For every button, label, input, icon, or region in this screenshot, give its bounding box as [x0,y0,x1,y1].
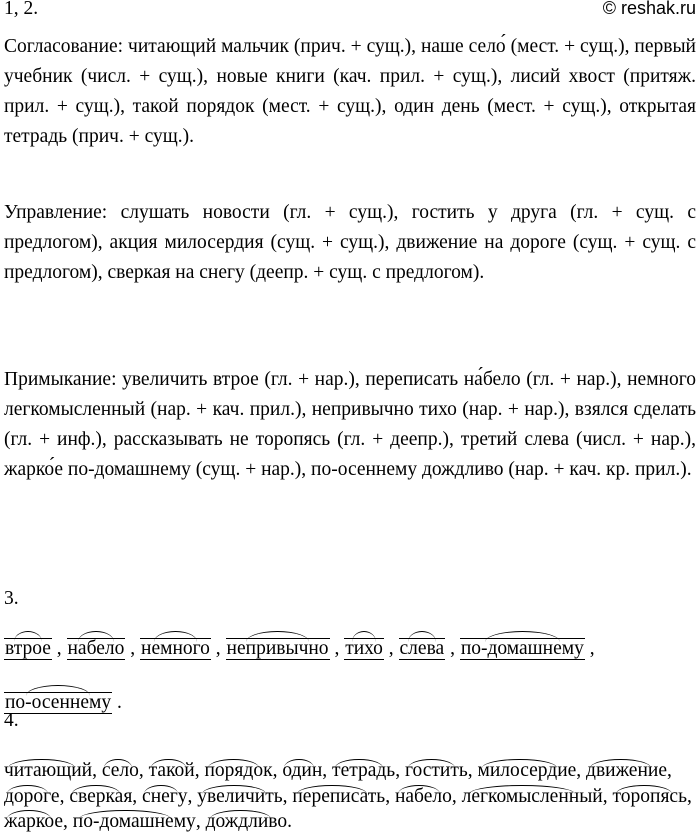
parsed-word: по-осеннему [5,692,112,713]
parsed-word: сверкая [69,785,133,807]
parsed-word: милосердие [477,760,577,781]
parsed-word: по-домашнему [72,811,196,832]
paragraph-agreement: Согласование: читающий мальчик (прич. + сущ.), наше село́ (мест. + сущ.), первый учебник (числ. + сущ.), новые книги (кач. прил. + сущ.), лисий хвост (притяж. прил. + сущ.), такой порядок (мест. + сущ.), один день (мест. + сущ.), открытая тетрадь (прич. + сущ.). [4,36,696,147]
parsed-word: читающий [4,760,93,781]
parsed-word: набело [67,638,125,659]
parsed-word: увеличить [197,785,283,807]
parsed-word: торопясь [612,785,687,807]
header [4,0,696,22]
parsed-word: один [282,760,323,781]
task-number: 1, 2. [4,0,39,19]
root-parse-list: читающий, село, такой, порядок, один, тетрадь, гостить, милосердие, движение, дороге, сверкая, снегу, увеличить, переписать, набело, легкомысленный, торопясь, жаркое, по-домашнему, дождливо. [4,760,692,832]
section-4-label: 4. [4,710,19,731]
parsed-word: дороге [4,785,60,807]
parsed-word: непривычно [226,638,329,659]
parsed-word: порядок [204,760,273,781]
parsed-word: село [101,760,139,781]
parsed-word: жаркое [4,811,64,832]
parsed-word: гостить [404,760,468,781]
parsed-word: тетрадь [332,760,396,781]
parsed-word: втрое [5,638,51,659]
site-watermark: © reshak.ru [602,0,696,18]
parsed-word: движение [586,760,667,781]
parsed-word: легкомысленный [461,785,603,807]
parsed-word: слева [399,638,445,659]
parsed-word: снегу [142,785,188,807]
morpheme-parse-list: втрое , набело , немного , непривычно , тихо , слева , по-домашнему , по-осеннему . [5,638,595,713]
paragraph-adjunction: Примыкание: увеличить втрое (гл. + нар.), переписать на́бело (гл. + нар.), немного легкомысленный (нар. + кач. прил.), непривычно тихо (нар. + нар.), взялся сделать (гл. + инф.), рассказывать не торопясь (гл. + деепр.), третий слева (числ. + нар.), жарко́е по-домашнему (сущ. + нар.), по-осеннему дождливо (нар. + кач. кр. прил.). [4,369,696,480]
parsed-word: немного [141,638,210,659]
section-3-label: 3. [4,588,19,609]
paragraph-government: Управление: слушать новости (гл. + сущ.), гостить у друга (гл. + сущ. с предлогом), акция милосердия (сущ. + сущ.), движение на дороге (сущ. + сущ. с предлогом), сверкая на снегу (деепр. + сущ. с предлогом). [4,202,696,283]
parsed-word: переписать [292,785,386,807]
parsed-word: по-домашнему [460,638,584,659]
parsed-word: дождливо [205,811,288,832]
parsed-word: такой [148,760,195,781]
parsed-word: набело [394,785,452,807]
parsed-word: тихо [345,638,383,659]
